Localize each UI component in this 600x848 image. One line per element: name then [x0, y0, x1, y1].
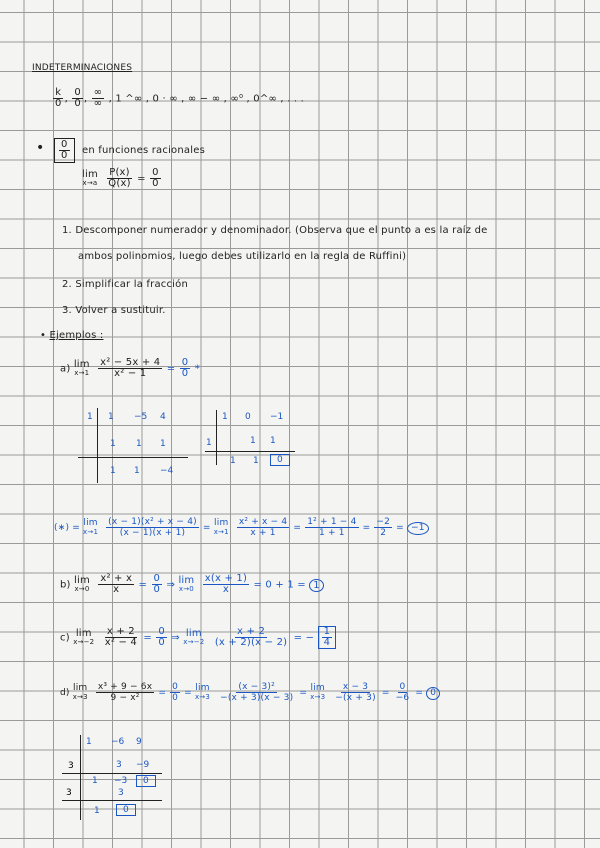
examples-label: • Ejemplos : [40, 330, 104, 341]
step-1-cont: ambos polinomios, luego debes utilizarlo en la regla de Ruffini) [78, 251, 407, 262]
star-expansion: (∗) = lim x→1 $\frac{\text{(x − 1)(x² + x − 4)}}{(x - 1)(x + 1)}$ = lim x→1 $\frac{\text{x² + x − 4}}{x + 1}$ = $\frac{\text{1² + 1 − 4}}{1 + 1}$ = $\frac{-2}{2}$ = −1 [54, 517, 429, 538]
example-a: a) lim x→1 $\frac{\text{x² − 5x + 4}}{\text{x² − 1}}$ = $\frac{0}{0}$ * [60, 357, 200, 379]
example-b: b) lim x→0 $\frac{\text{x² + x}}{x}$ = $\frac{0}{0}$ ⇒ lim x→0 $\frac{x(x + 1)}{x}$ = 0 + 1 = 1 [60, 574, 324, 595]
forms-line: $\frac{k}{0}$ , $\frac{0}{0}$ , $\frac{\infty}{\infty}$ , 1 ^∞ , 0 · ∞ , ∞ − ∞ , ∞⁰ , 0^∞ , . . . [55, 87, 304, 109]
step-1: 1. Descomponer numerador y denominador. (Observa que el punto a es la raíz de [62, 225, 488, 236]
example-c: c) lim x→−2 $\frac{x + 2}{\text{x² − 4}}$ = $\frac{0}{0}$ ⇒ lim x→−2 $\frac{x + 2}{(x + 2)(x - 2)}$ = − $\frac{1}{4}$ [60, 626, 336, 649]
bullet: • [36, 140, 45, 156]
step-2: 2. Simplificar la fracción [62, 279, 189, 290]
case-box: $\frac{0}{0}$ [54, 138, 75, 163]
step-3: 3. Volver a sustituir. [62, 305, 166, 316]
example-d: d) lim x→3 $\frac{\text{x³ + 9 − 6x}}{\text{9 − x²}}$ = $\frac{0}{0}$ = lim x→3 $\frac{\text{(x − 3)²}}{-(x + 3)(x - 3)}$ = lim x→3 $\frac{x - 3}{-(x + 3)}$ = $\frac{0}{-6}$ = 0 [60, 682, 440, 703]
rational-limit: lim x→a $\frac{P(x)}{Q(x)}$ = $\frac{0}{0}$ [82, 167, 159, 189]
section-heading: en funciones racionales [82, 145, 205, 156]
page-title: INDETERMINACIONES [32, 63, 133, 73]
